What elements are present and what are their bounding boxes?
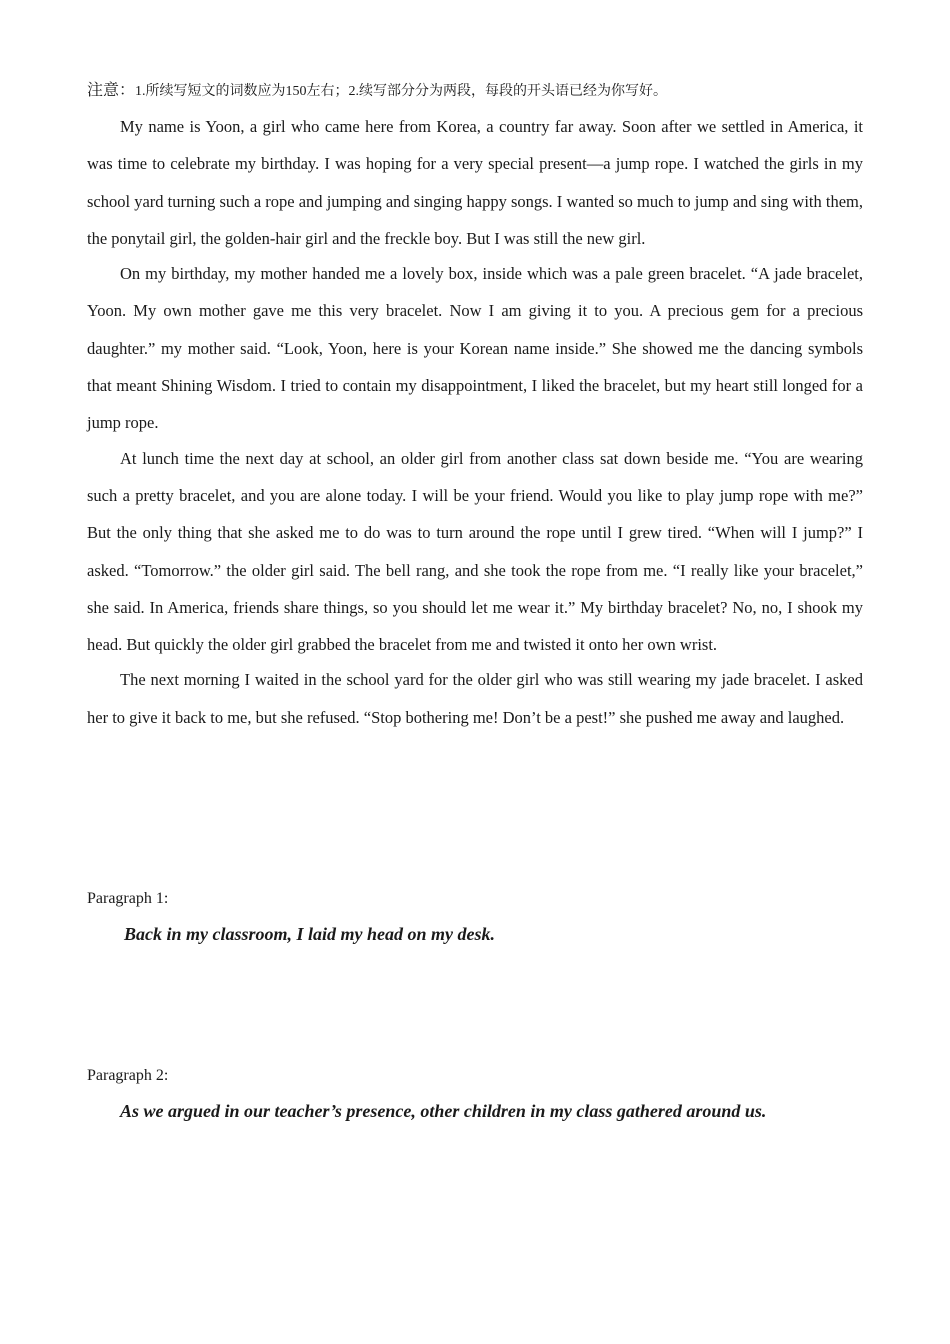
paragraph-2-opening: As we argued in our teacher’s presence, other children in my class gathered around us.: [120, 1101, 767, 1121]
instructions-note: [87, 80, 863, 103]
paragraph-1-label: Paragraph 1:: [87, 890, 169, 907]
paragraph-2-label: Paragraph 2:: [87, 1067, 169, 1084]
paragraph-1-opening: Back in my classroom, I laid my head on my desk.: [124, 924, 495, 944]
story-paragraph-1: My name is Yoon, a girl who came here from Korea, a country far away. Soon after we settled in America, it was time to celebrate my birthday. I was hoping for a very special present—a jump rope. I watched the girls in my school yard turning such a rope and jumping and singing happy songs. I wanted so much to jump and sing with them, the ponytail girl, the golden-hair girl and the freckle boy. But I was still the new girl.: [87, 117, 863, 248]
story-passage: [87, 108, 863, 734]
note-text: 1.所续写短文的词数应为150左右；2.续写部分分为两段，每段的开头语已经为你写好。: [135, 84, 668, 99]
story-paragraph-4: The next morning I waited in the school yard for the older girl who was still wearing my jade bracelet. I asked her to give it back to me, but she refused. “Stop bothering me! Don’t be a pest!” she pushed me away and laughed.: [87, 670, 863, 727]
note-label: 注意：: [87, 82, 136, 99]
story-paragraph-3: At lunch time the next day at school, an older girl from another class sat down beside me. “You are wearing such a pretty bracelet, and you are alone today. I will be your friend. Would you like to play jump rope with me?” But the only thing that she asked me to do was to turn around the rope until I grew tired. “When will I jump?” I asked. “Tomorrow.” the older girl said. The bell rang, and she took the rope from me. “I really like your bracelet,” she said. In America, friends share things, so you should let me wear it.” My birthday bracelet? No, no, I shook my head. But quickly the older girl grabbed the bracelet from me and twisted it onto her own wrist.: [87, 448, 863, 655]
story-paragraph-2: On my birthday, my mother handed me a lovely box, inside which was a pale green bracelet. “A jade bracelet, Yoon. My own mother gave me this very bracelet. Now I am giving it to you. A precious gem for a precious daughter.” my mother said. “Look, Yoon, here is your Korean name inside.” She showed me the dancing symbols that meant Shining Wisdom. I tried to contain my disappointment, I liked the bracelet, but my heart still longed for a jump rope.: [87, 264, 863, 433]
